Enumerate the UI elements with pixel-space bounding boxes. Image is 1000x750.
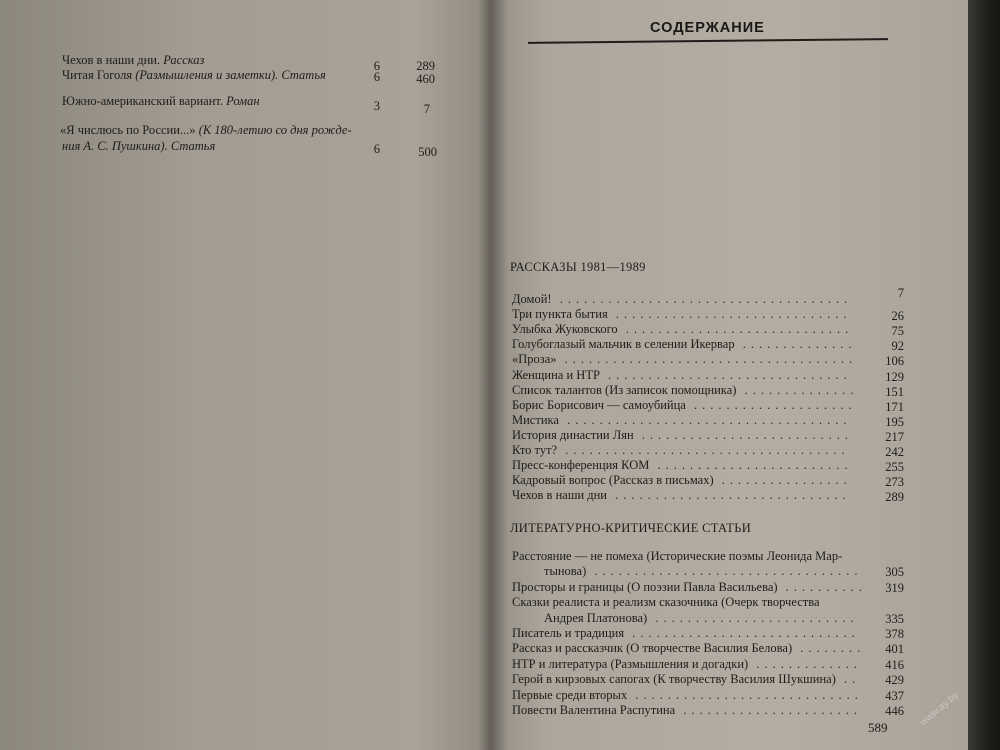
leader-dots: .............. [734,337,857,352]
left-entry-1-page: 289 [416,59,435,73]
article-page-number: 437 [885,688,904,703]
leader-dots: ........................ [649,458,853,473]
story-entry [512,488,851,503]
article-entry [512,703,862,718]
article-page-number: 305 [885,565,904,580]
leader-dots: .................................... [551,292,853,306]
left-entry-3-volume: 3 [373,99,380,113]
story-page-number: 151 [885,384,904,399]
story-entry [512,307,851,322]
story-page-number: 129 [885,369,904,384]
story-title: Борис Борисович — самоубийца [512,397,686,412]
article-page-number: 429 [885,673,904,688]
book-cover-edge [968,0,1000,750]
story-title: Домой! [512,292,552,306]
article-entry [512,580,867,595]
story-entry [512,368,852,383]
leader-dots: .............. [736,382,859,397]
leader-dots: ................................... [557,443,850,457]
article-entry [512,595,820,610]
article-title-line2: Андрея Платонова) [544,610,648,625]
left-entry-4-page: 500 [418,145,437,159]
story-page-number: 171 [885,399,904,414]
leader-dots: ............................ [624,626,860,640]
story-title: Чехов в наши дни [512,488,608,503]
article-title: Первые среди вторых [512,687,628,702]
article-page-number: 446 [885,704,904,718]
story-entry [512,458,852,473]
left-entry-2: Читая Гоголя (Размышления и заметки). Статья [62,68,326,82]
leader-dots: ............. [748,656,862,671]
story-entry [512,337,856,352]
article-title: Расстояние — не помеха (Исторические поэмы Леонида Мар- [512,549,843,563]
section-stories-first-page: 7 [897,286,904,300]
story-entry [512,428,853,443]
story-page-number: 92 [891,339,904,354]
leader-dots: ........ [792,641,866,656]
article-entry [512,626,860,641]
story-title: Мистика [512,412,559,427]
story-title: Кадровый вопрос (Рассказ в письмах) [512,473,714,488]
section-articles-title: ЛИТЕРАТУРНО-КРИТИЧЕСКИЕ СТАТЬИ [510,521,752,535]
left-entry-4-volume: 6 [373,142,380,156]
article-title-continued [544,611,858,626]
story-page-number: 255 [885,460,904,475]
article-title: Рассказ и рассказчик (О творчестве Василия Белова) [512,641,793,656]
article-page-number: 335 [885,611,904,626]
story-entry [512,322,853,337]
story-title: Женщина и НТР [512,367,600,382]
story-page-number: 273 [885,475,904,490]
left-entry-3: Южно-американский вариант. Роман [62,94,260,108]
leader-dots: ............................. [607,307,852,322]
leader-dots: .................................... [556,352,858,367]
section-stories-title: РАССКАЗЫ 1981—1989 [510,260,646,274]
leader-dots: ............................ [617,322,854,337]
article-entry [512,672,860,687]
story-page-number: 289 [885,490,904,505]
story-title: Список талантов (Из записок помощника) [512,382,737,397]
story-entry [512,413,851,428]
story-page-number: 106 [885,354,904,369]
article-title: Писатель и традиция [512,626,625,640]
leader-dots: ............................. [607,488,851,503]
article-title: Сказки реалиста и реализм сказочника (Очерк творчества [512,595,820,610]
article-page-number: 401 [885,642,904,657]
leader-dots: ................................... [558,412,852,427]
article-entry [512,641,865,656]
story-title: «Проза» [512,352,557,367]
article-page-number: 319 [885,580,904,595]
story-page-number: 195 [885,414,904,429]
story-page-number: 26 [891,309,904,324]
story-entry [512,292,852,307]
leader-dots: .......... [777,579,867,594]
leader-dots: .. [835,672,861,687]
leader-dots: ............................ [627,687,863,702]
article-title-line2: тынова) [544,564,587,579]
article-page-number: 378 [885,627,904,641]
article-title-continued [544,564,863,579]
article-title: Просторы и границы (О поэзии Павла Васильева) [512,579,778,594]
story-title: Кто тут? [512,443,558,457]
story-title: Пресс-конференция КОМ [512,458,650,473]
story-title: Голубоглазый мальчик в селении Икервар [512,337,735,352]
article-entry [512,549,842,564]
story-entry [512,443,850,458]
leader-dots: ................................. [586,564,863,579]
left-entry-1: Чехов в наши дни. Рассказ [62,53,205,67]
story-page-number: 242 [885,445,904,459]
left-entry-2-volume: 6 [373,70,380,84]
story-title: История династии Лян [512,427,634,442]
article-entry [512,657,862,672]
leader-dots: .......................... [633,427,854,442]
page-number: 589 [868,720,888,735]
left-entry-4: «Я числюсь по России...» (К 180-летию со дня рожде- [60,123,352,137]
left-entry-4-cont: ния А. С. Пушкина). Статья [62,139,216,153]
leader-dots: .............................. [599,367,852,382]
story-title: Три пункта бытия [512,307,608,322]
left-entry-1-volume: 6 [373,59,380,73]
article-page-number: 416 [885,657,904,672]
left-entry-3-page: 7 [423,102,430,116]
story-entry [512,352,857,367]
article-entry [512,688,863,703]
story-entry [512,383,858,398]
leader-dots: ................ [713,473,852,488]
story-entry [512,398,856,413]
story-title: Улыбка Жуковского [512,322,618,337]
book-gutter [478,0,508,750]
article-title: Герой в кирзовых сапогах (К творчеству Василия Шукшина) [512,672,836,687]
article-title: НТР и литература (Размышления и догадки) [512,656,749,671]
story-page-number: 217 [885,429,904,444]
story-entry [512,473,852,488]
leader-dots: ...................... [675,703,863,717]
watermark-text: www.ay.by [918,689,962,729]
contents-heading: СОДЕРЖАНИЕ [650,20,765,36]
leader-dots: ......................... [647,610,859,625]
left-entry-2-page: 460 [416,72,435,86]
story-page-number: 75 [891,324,904,339]
article-title: Повести Валентина Распутина [512,703,676,717]
leader-dots: .................... [685,397,857,412]
